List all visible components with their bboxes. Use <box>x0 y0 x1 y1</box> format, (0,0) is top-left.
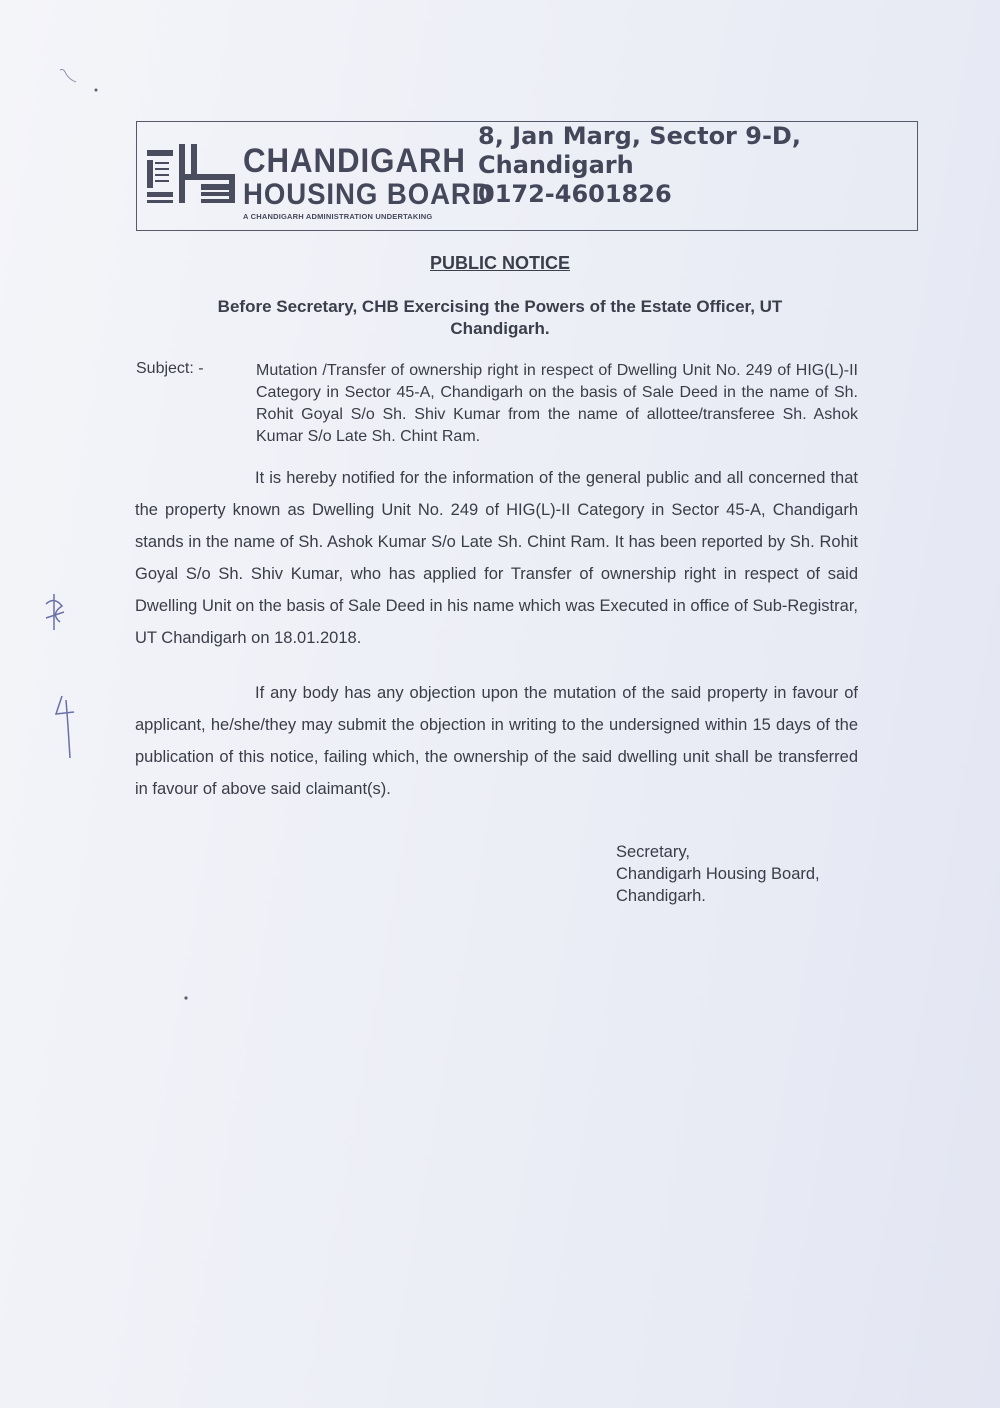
signature-block <box>616 841 820 907</box>
signature-line2: Chandigarh Housing Board, <box>616 865 820 883</box>
address-line2: Chandigarh <box>478 151 634 179</box>
notice-paragraph-1: It is hereby notified for the information of the general public and all concerned that the property known as Dwelling Unit No. 249 of HIG(L)-II Category in Sector 45-A, Chandigarh stands in the name of Sh. Ashok Kumar S/o Late Sh. Chint Ram. It has been reported by Sh. Rohit Goyal S/o Sh. Shiv Kumar, who has applied for Transfer of ownership right in respect of said Dwelling Unit on the basis of Sale Deed in his name which was Executed in office of Sub-Registrar, UT Chandigarh on 18.01.2018. <box>135 469 858 647</box>
authority-heading: Before Secretary, CHB Exercising the Powers of the Estate Officer, UT Chandigarh. <box>217 297 783 338</box>
address-line1: 8, Jan Marg, Sector 9-D, <box>478 122 801 150</box>
signature-line3: Chandigarh. <box>616 887 706 905</box>
handwritten-mark-icon <box>40 592 70 632</box>
subject-text: Mutation /Transfer of ownership right in respect of Dwelling Unit No. 249 of HIG(L)-II Category in Sector 45-A, Chandigarh on the basis of Sale Deed in the name of Sh. Rohit Goyal S/o Sh. Shiv Kumar from the name of allottee/transferee Sh. Ashok Kumar S/o Late Sh. Chint Ram. <box>256 362 858 445</box>
chb-logo-icon <box>147 144 239 206</box>
letterhead <box>136 121 918 231</box>
handwritten-mark-icon <box>50 692 80 762</box>
address-block <box>478 122 801 209</box>
phone-number: 0172-4601826 <box>478 180 672 208</box>
scan-speck-icon <box>58 66 98 94</box>
notice-paragraph-2: If any body has any objection upon the mutation of the said property in favour of applicant, he/she/they may submit the objection in writing to the undersigned within 15 days of the publication of this notice, failing which, the ownership of the said dwelling unit shall be transferred in favour of above said claimant(s). <box>135 684 858 798</box>
notice-title: PUBLIC NOTICE <box>429 253 570 273</box>
scan-speck-icon <box>183 995 189 1001</box>
org-tagline: A CHANDIGARH ADMINISTRATION UNDERTAKING <box>243 212 433 221</box>
signature-line1: Secretary, <box>616 843 690 861</box>
subject-label: Subject: - <box>136 360 204 377</box>
org-name-line2: HOUSING BOARD <box>243 178 493 211</box>
org-name-line1: CHANDIGARH <box>243 142 466 180</box>
